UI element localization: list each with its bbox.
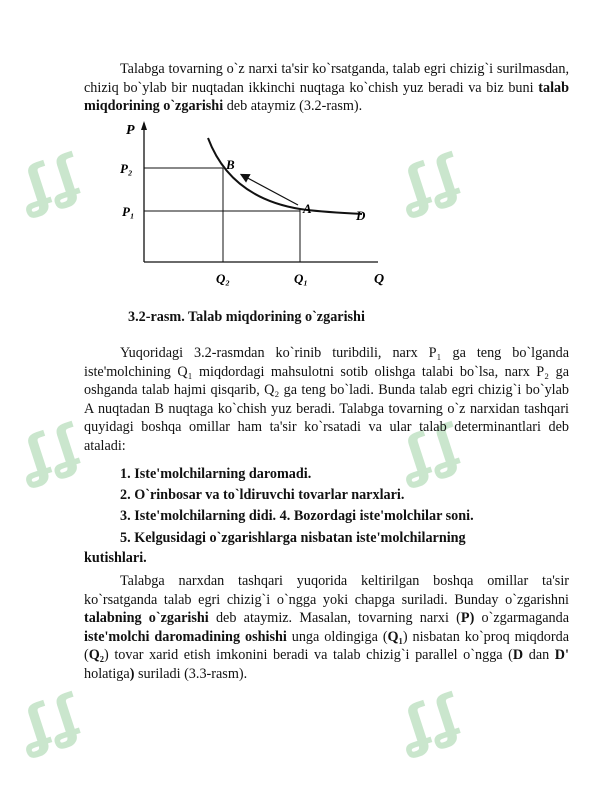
label-p2: P₂: [120, 161, 133, 176]
watermark-logo: ʆʆ: [11, 412, 88, 491]
text-run: deb ataymiz. Masalan, tovarning narxi (: [208, 610, 461, 627]
list-item: 1. Iste'molchilarning daromadi.: [120, 466, 312, 482]
label-p1: P₁: [122, 204, 135, 219]
demand-curve: [208, 138, 362, 214]
list-item: 5. Kelgusidagi o`zgarishlarga nisbatan iste'molchilarning: [120, 530, 466, 546]
watermark-logo: ʆʆ: [391, 412, 468, 491]
list-item: kutishlari.: [84, 550, 147, 566]
watermark-logo: ʆʆ: [11, 142, 88, 221]
bold-term: D: [512, 647, 524, 664]
intro-paragraph: [84, 60, 569, 116]
text-run: dan: [523, 647, 555, 664]
list-item: 2. O`rinbosar va to`ldiruvchi tovarlar narxlari.: [120, 487, 405, 503]
text-run: ) nisbatan ko`proq miqdorda (: [84, 628, 569, 664]
text-run: unga oldingiga (: [286, 628, 388, 645]
label-q1: Q₁: [294, 271, 308, 286]
list-item: 3. Iste'molchilarning didi. 4. Bozordagi iste'molchilar soni.: [120, 508, 474, 524]
axis-label-p: P: [126, 123, 135, 138]
axis-label-q: Q: [374, 272, 385, 287]
text-run: o`zgarmaganda: [474, 610, 569, 627]
watermark-logo: ʆʆ: [391, 682, 468, 761]
bold-term: iste'molchi daromadining oshishi: [84, 628, 287, 645]
curve-d-label: D: [356, 208, 366, 223]
text-run: suriladi (3.3-rasm).: [134, 665, 248, 682]
figure-caption: 3.2-rasm. Talab miqdorining o`zgarishi: [128, 309, 365, 325]
bold-term: Q₂: [88, 647, 105, 664]
shift-paragraph: [84, 572, 569, 684]
watermark-logo: ʆʆ: [391, 142, 468, 221]
point-b-label: B: [226, 157, 235, 172]
text-run: Talabga tovarning o`z narxi ta'sir ko`rsatganda, talab egri chizig`i surilmasdan, chiziq bo`ylab bir nuqtadan ikkinchi nuqtaga ko`chish yuz beradi va biz buni: [84, 61, 569, 96]
bold-term: talabning o`zgarishi: [84, 610, 209, 627]
watermark-logo: ʆʆ: [11, 682, 88, 761]
bold-term: P): [460, 610, 475, 627]
y-axis-arrow: [141, 121, 147, 130]
text-run: holatiga: [84, 665, 130, 682]
bold-term: ): [129, 665, 135, 682]
text-run: Talabga narxdan tashqari yuqorida keltirilgan boshqa omillar ta'sir ko`rsatganda talab egri chizig`i o`ngga yoki chapga suriladi. Bunday o`zgarishni: [84, 573, 569, 608]
point-a-label: A: [303, 201, 312, 216]
bold-term: D': [554, 647, 569, 664]
bold-term: Q₁: [387, 628, 403, 645]
explanation-paragraph: Yuqoridagi 3.2-rasmdan ko`rinib turibdili, narx P₁ ga teng bo`lganda iste'molchining Q₁ miqdordagi mahsulotni sotib olishga talabi bo`lsa, narx P₂ ga oshganda talab hajmi qisqarib, Q₂ ga teng bo`ladi. Bunda talab egri chizig`i bo`ylab A nuqtadan B nuqtaga ko`chish yuz beradi. Talabga tovarning o`z narxidan tashqari quyidagi boshqa omillar ham ta'sir ko`rsatadi va ular talab determinantlari deb ataladi:: [84, 345, 569, 454]
label-q2: Q₂: [216, 271, 230, 286]
text-run: ) tovar xarid etish imkonini beradi va talab chizig`i parallel o`ngga (: [104, 647, 513, 664]
bold-term: talab miqdorining o`zgarishi: [84, 79, 569, 115]
text-run: deb ataymiz (3.2-rasm).: [223, 98, 363, 115]
